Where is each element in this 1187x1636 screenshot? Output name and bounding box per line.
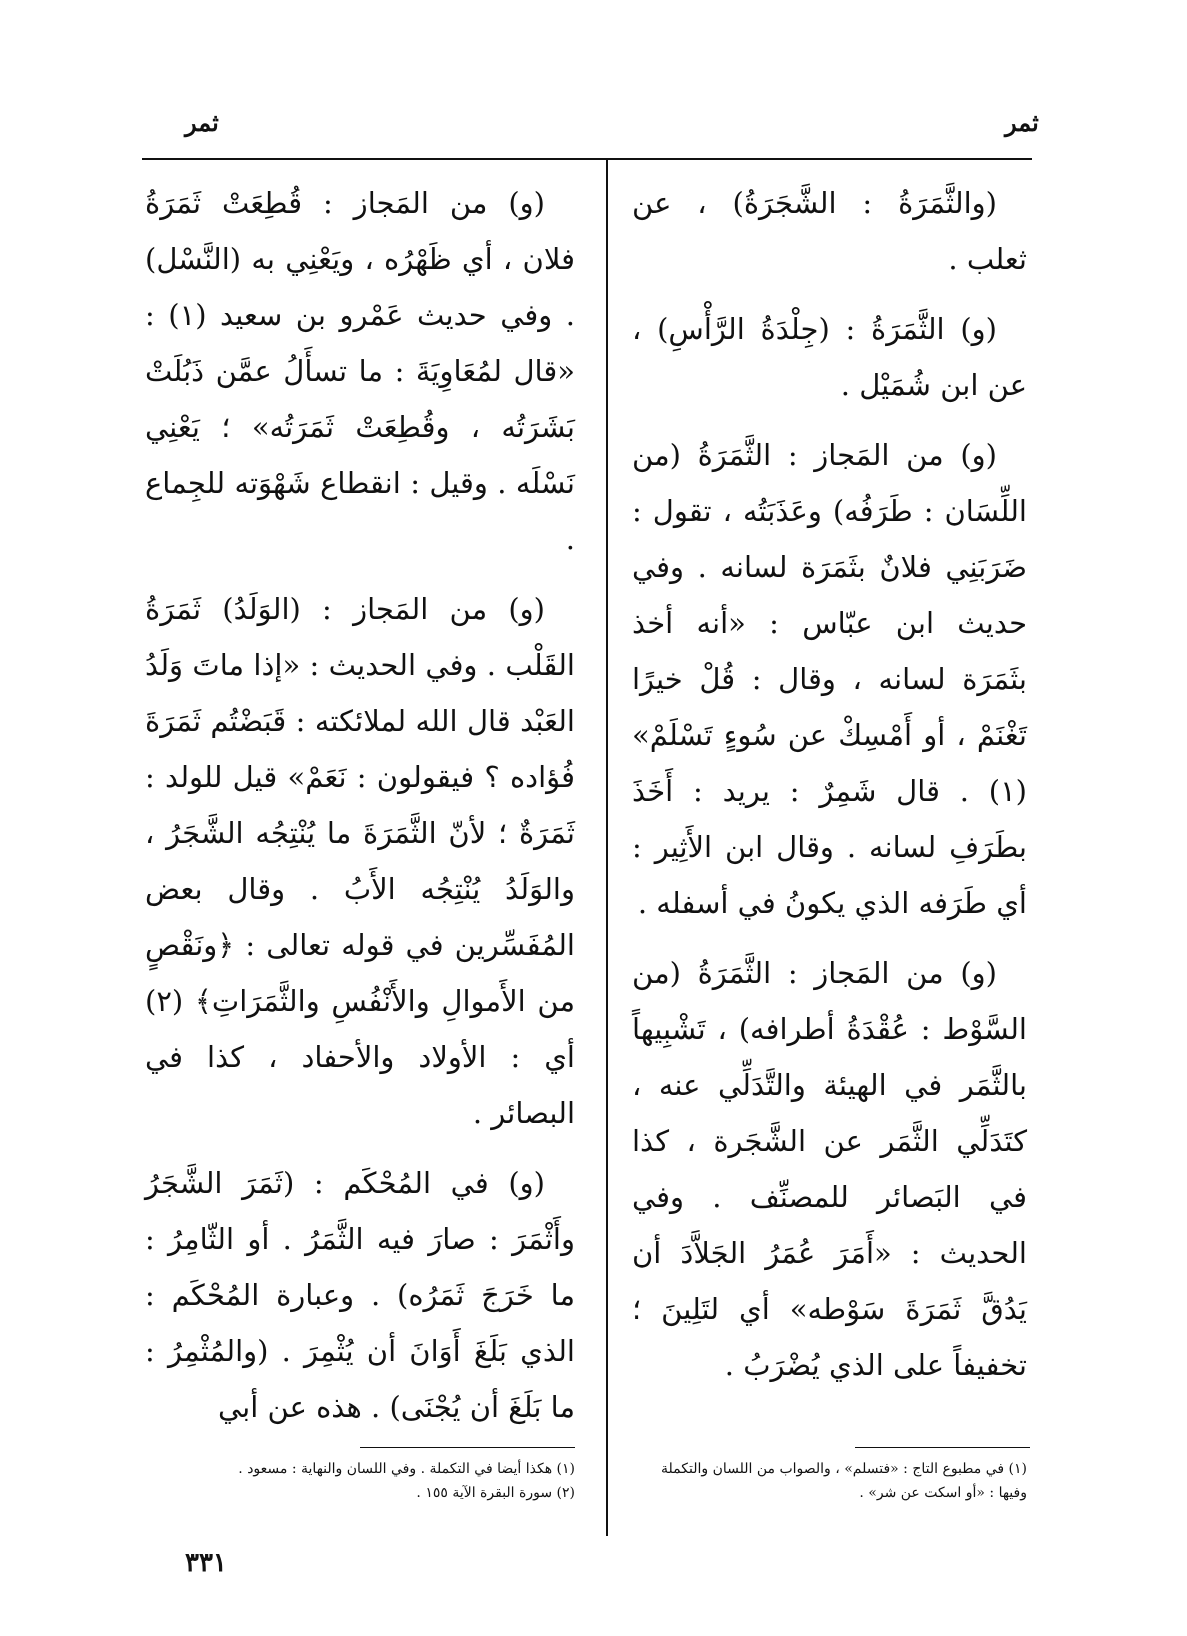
right-column xyxy=(632,175,1027,1407)
entry-paragraph: (و) من المَجاز : الثَّمَرَةُ (من السَّوْط : عُقْدَةُ أطرافه) ، تَشْبِيهاً بالثَّمَر في الهيئة والتَّدَلِّي عنه ، كتَدَلِّي الثَّمَر عن الشَّجَرة ، كذا في البَصائر للمصنِّف . وفي الحديث : «أَمَرَ عُمَرُ الجَلاَّدَ أن يَدُقَّ ثَمَرَةَ سَوْطه» أي لتَلِينَ ؛ تخفيفاً على الذي يُضْرَبُ . xyxy=(632,956,1027,1382)
footnotes-right xyxy=(632,1457,1027,1505)
entry-paragraph: (و) الثَّمَرَةُ : (جِلْدَةُ الرَّأْسِ) ، عن ابن شُمَيْل . xyxy=(632,312,1027,402)
footnote: (٢) سورة البقرة الآية ١٥٥ . xyxy=(416,1485,575,1501)
footnotes-left xyxy=(145,1457,575,1505)
entry-paragraph: (و) من المَجاز : الثَّمَرَةُ (من اللِّسَان : طَرَفُه) وعَذَبَتُه ، تقول : ضَرَبَنِي فلانٌ بثَمَرَة لسانه . وفي حديث ابن عبّاس : «أنه أخذ بثَمَرَة لسانه ، وقال : قُلْ خيرًا تَغْنَمْ ، أو أَمْسِكْ عن سُوءٍ تَسْلَمْ» (١) . قال شَمِرٌ : يريد : أَخَذَ بطَرَفِ لسانه . وقال ابن الأَثِير : أي طَرَفه الذي يكونُ في أسفله . xyxy=(632,438,1027,920)
footnote-rule-left xyxy=(360,1447,575,1448)
left-column xyxy=(145,175,575,1449)
entry-paragraph: (و) من المَجاز : (الوَلَدُ) ثَمَرَةُ القَلْب . وفي الحديث : «إذا ماتَ وَلَدُ العَبْد قال الله لملائكته : قَبَضْتُم ثَمَرَةَ فُؤاده ؟ فيقولون : نَعَمْ» قيل للولد : ثَمَرَةٌ ؛ لأنّ الثَّمَرَةَ ما يُنْتِجُه الشَّجَرُ ، والوَلَدُ يُنْتِجُه الأَبُ . وقال بعض المُفَسِّرين في قوله تعالى : ﴿ونَقْصٍ من الأَموالِ والأَنْفُسِ والثَّمَرَاتِ﴾ (٢) أي : الأولاد والأحفاد ، كذا في البصائر . xyxy=(145,592,575,1130)
entry-paragraph: (و) من المَجاز : قُطِعَتْ ثَمَرَةُ فلان ، أي ظَهْرُه ، ويَعْنِي به (النَّسْل) . وفي حديث عَمْرو بن سعيد (١) : «قال لمُعَاوِيَةَ : ما تسأَلُ عمَّن ذَبُلَتْ بَشَرَتُه ، وقُطِعَتْ ثَمَرَتُه» ؛ يَعْنِي نَسْلَه . وقيل : انقطاع شَهْوَته للجِماع . xyxy=(145,186,576,556)
column-divider xyxy=(606,158,608,1536)
entry-paragraph: (والثَّمَرَةُ : الشَّجَرَةُ) ، عن ثعلب . xyxy=(632,186,1027,276)
page-number: ٣٣١ xyxy=(185,1548,227,1578)
running-header-left: ثمر xyxy=(185,108,219,137)
footnote-rule-right xyxy=(855,1447,1030,1448)
running-header-right: ثمر xyxy=(1005,108,1039,137)
entry-paragraph: (و) في المُحْكَم : (ثَمَرَ الشَّجَرُ وأَثْمَرَ : صارَ فيه الثَّمَرُ . أو الثّامِرُ : ما خَرَجَ ثَمَرُه) . وعبارة المُحْكَم : الذي بَلَغَ أَوَانَ أن يُثْمِرَ . (والمُثْمِرُ : ما بَلَغَ أن يُجْنَى) . هذه عن أبي xyxy=(145,1166,575,1424)
footnote: (١) هكذا أيضا في التكملة . وفي اللسان والنهاية : مسعود . xyxy=(238,1461,575,1477)
footnote: (١) في مطبوع التاج : «فتسلم» ، والصواب من اللسان والتكملة وفيها : «أو اسكت عن شر» . xyxy=(661,1461,1027,1501)
header-rule xyxy=(142,158,1032,160)
